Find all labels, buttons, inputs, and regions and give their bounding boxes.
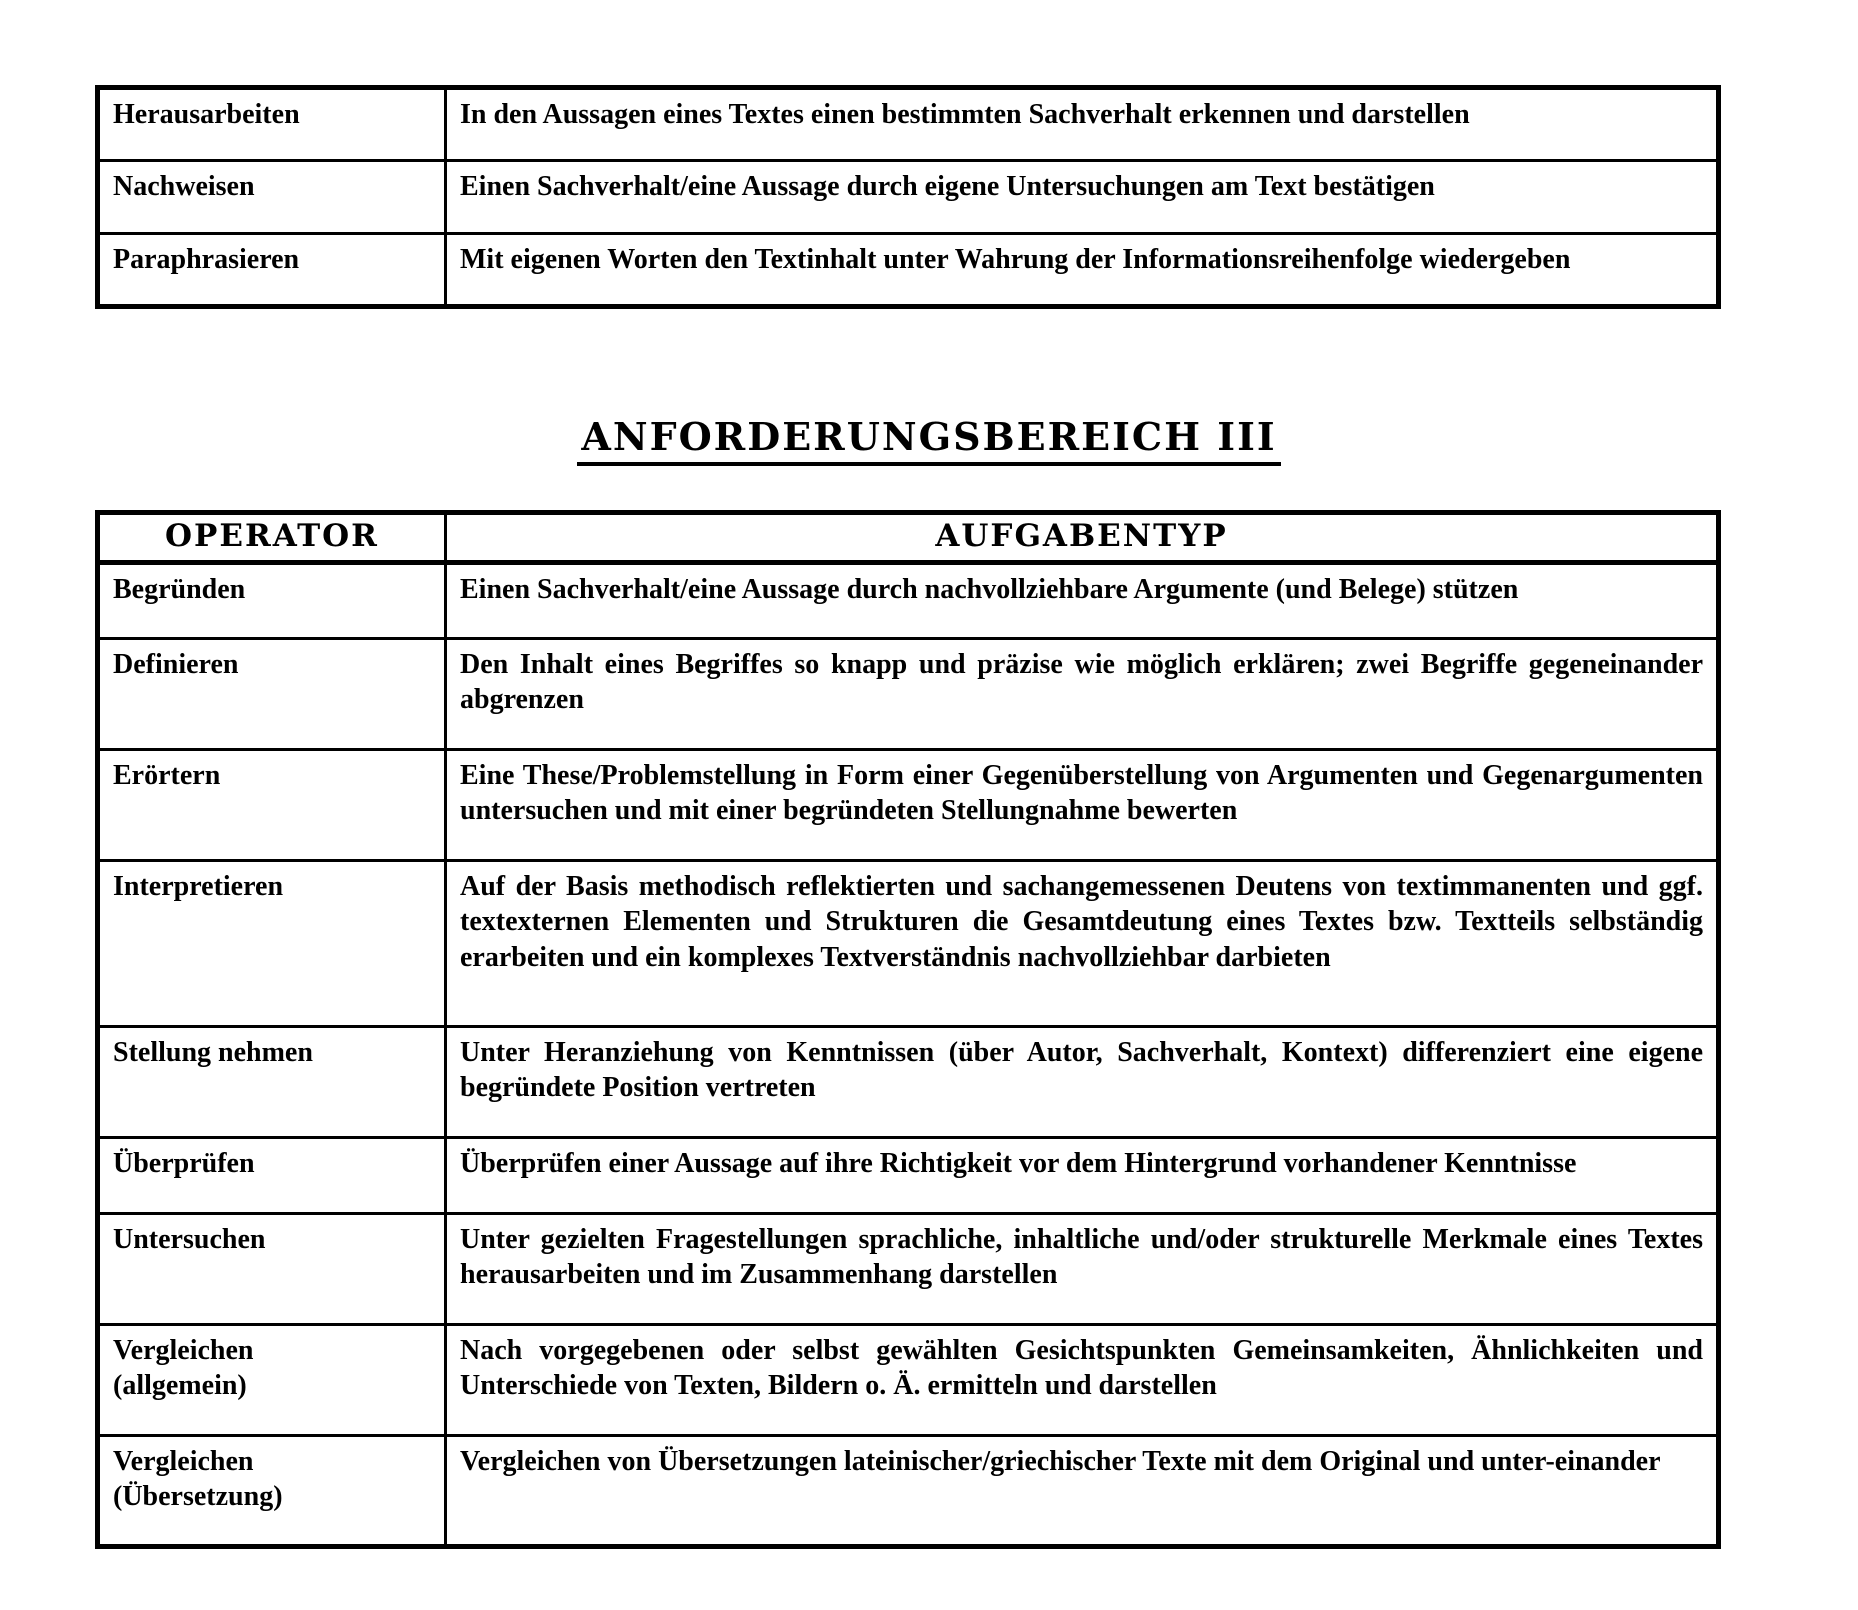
operator-label: Vergleichen xyxy=(113,1335,254,1367)
operator-cell xyxy=(98,639,446,750)
table-row xyxy=(98,1214,1719,1325)
description-cell: Den Inhalt eines Begriffes so knapp und präzise wie möglich erklären; zwei Begriffe gegeneinander abgrenzen xyxy=(446,639,1719,750)
operator-cell xyxy=(98,1138,446,1214)
operator-label: Nachweisen xyxy=(113,171,255,202)
operator-label: Paraphrasieren xyxy=(113,244,300,275)
operator-label: Überprüfen xyxy=(113,1148,255,1180)
operator-label: Definieren xyxy=(113,649,239,681)
column-header-operator: OPERATOR xyxy=(98,513,446,563)
operator-cell xyxy=(98,1214,446,1325)
operator-label: Untersuchen xyxy=(113,1224,266,1256)
description-cell: Auf der Basis methodisch reflektierten und sachangemessenen Deutens von textimmanenten und ggf. textexternen Elementen und Strukturen die Gesamtdeutung eines Textes bzw. Textteils selbständig erarbeiten und ein komplexes Textverständnis nachvollziehbar darbieten xyxy=(446,861,1719,1027)
table-row xyxy=(98,88,1719,161)
description-cell: Einen Sachverhalt/eine Aussage durch nachvollziehbare Argumente (und Belege) stützen xyxy=(446,563,1719,639)
table-row xyxy=(98,1325,1719,1436)
column-header-aufgabentyp: AUFGABENTYP xyxy=(446,513,1719,563)
description-cell: Einen Sachverhalt/eine Aussage durch eigene Untersuchungen am Text bestätigen xyxy=(446,161,1719,234)
table-row xyxy=(98,1436,1719,1547)
section-heading-text: ANFORDERUNGSBEREICH III xyxy=(577,414,1280,466)
operator-cell xyxy=(98,563,446,639)
table-row xyxy=(98,1138,1719,1214)
operator-cell xyxy=(98,750,446,861)
operators-table-top xyxy=(95,85,1721,309)
description-cell: Mit eigenen Worten den Textinhalt unter Wahrung der Informationsreihenfolge wiedergeben xyxy=(446,234,1719,307)
operator-cell xyxy=(98,1436,446,1547)
operator-cell xyxy=(98,161,446,234)
operator-cell xyxy=(98,861,446,1027)
operator-label-line2: (Übersetzung) xyxy=(113,1481,283,1513)
operator-cell xyxy=(98,234,446,307)
operator-label: Interpretieren xyxy=(113,871,284,903)
operator-cell xyxy=(98,1027,446,1138)
table-row xyxy=(98,161,1719,234)
table-header-row xyxy=(98,513,1719,563)
table-row xyxy=(98,234,1719,307)
operator-label: Stellung nehmen xyxy=(113,1037,313,1069)
description-cell: Unter gezielten Fragestellungen sprachliche, inhaltliche und/oder strukturelle Merkmale eines Textes herausarbeiten und im Zusammenhang darstellen xyxy=(446,1214,1719,1325)
operator-cell xyxy=(98,1325,446,1436)
description-cell: Nach vorgegebenen oder selbst gewählten Gesichtspunkten Gemeinsamkeiten, Ähnlichkeiten und Unterschiede von Texten, Bildern o. Ä. ermitteln und darstellen xyxy=(446,1325,1719,1436)
description-cell: In den Aussagen eines Textes einen bestimmten Sachverhalt erkennen und darstellen xyxy=(446,88,1719,161)
operator-cell xyxy=(98,88,446,161)
operator-label: Vergleichen xyxy=(113,1446,254,1478)
table-row xyxy=(98,563,1719,639)
description-cell: Unter Heranziehung von Kenntnissen (über Autor, Sachverhalt, Kontext) differenziert eine eigene begründete Position vertreten xyxy=(446,1027,1719,1138)
description-cell: Eine These/Problemstellung in Form einer Gegenüberstellung von Argumenten und Gegenargumenten untersuchen und mit einer begründeten Stellungnahme bewerten xyxy=(446,750,1719,861)
section-heading xyxy=(0,414,1858,459)
operator-label: Herausarbeiten xyxy=(113,99,300,130)
operators-table-main xyxy=(95,510,1721,1549)
table-row xyxy=(98,750,1719,861)
operator-label: Erörtern xyxy=(113,760,221,792)
table-row xyxy=(98,1027,1719,1138)
description-cell: Vergleichen von Übersetzungen lateinischer/griechischer Texte mit dem Original und unter-einander xyxy=(446,1436,1719,1547)
description-cell: Überprüfen einer Aussage auf ihre Richtigkeit vor dem Hintergrund vorhandener Kenntnisse xyxy=(446,1138,1719,1214)
operator-label-line2: (allgemein) xyxy=(113,1370,247,1402)
table-row xyxy=(98,861,1719,1027)
operator-label: Begründen xyxy=(113,574,246,606)
table-row xyxy=(98,639,1719,750)
